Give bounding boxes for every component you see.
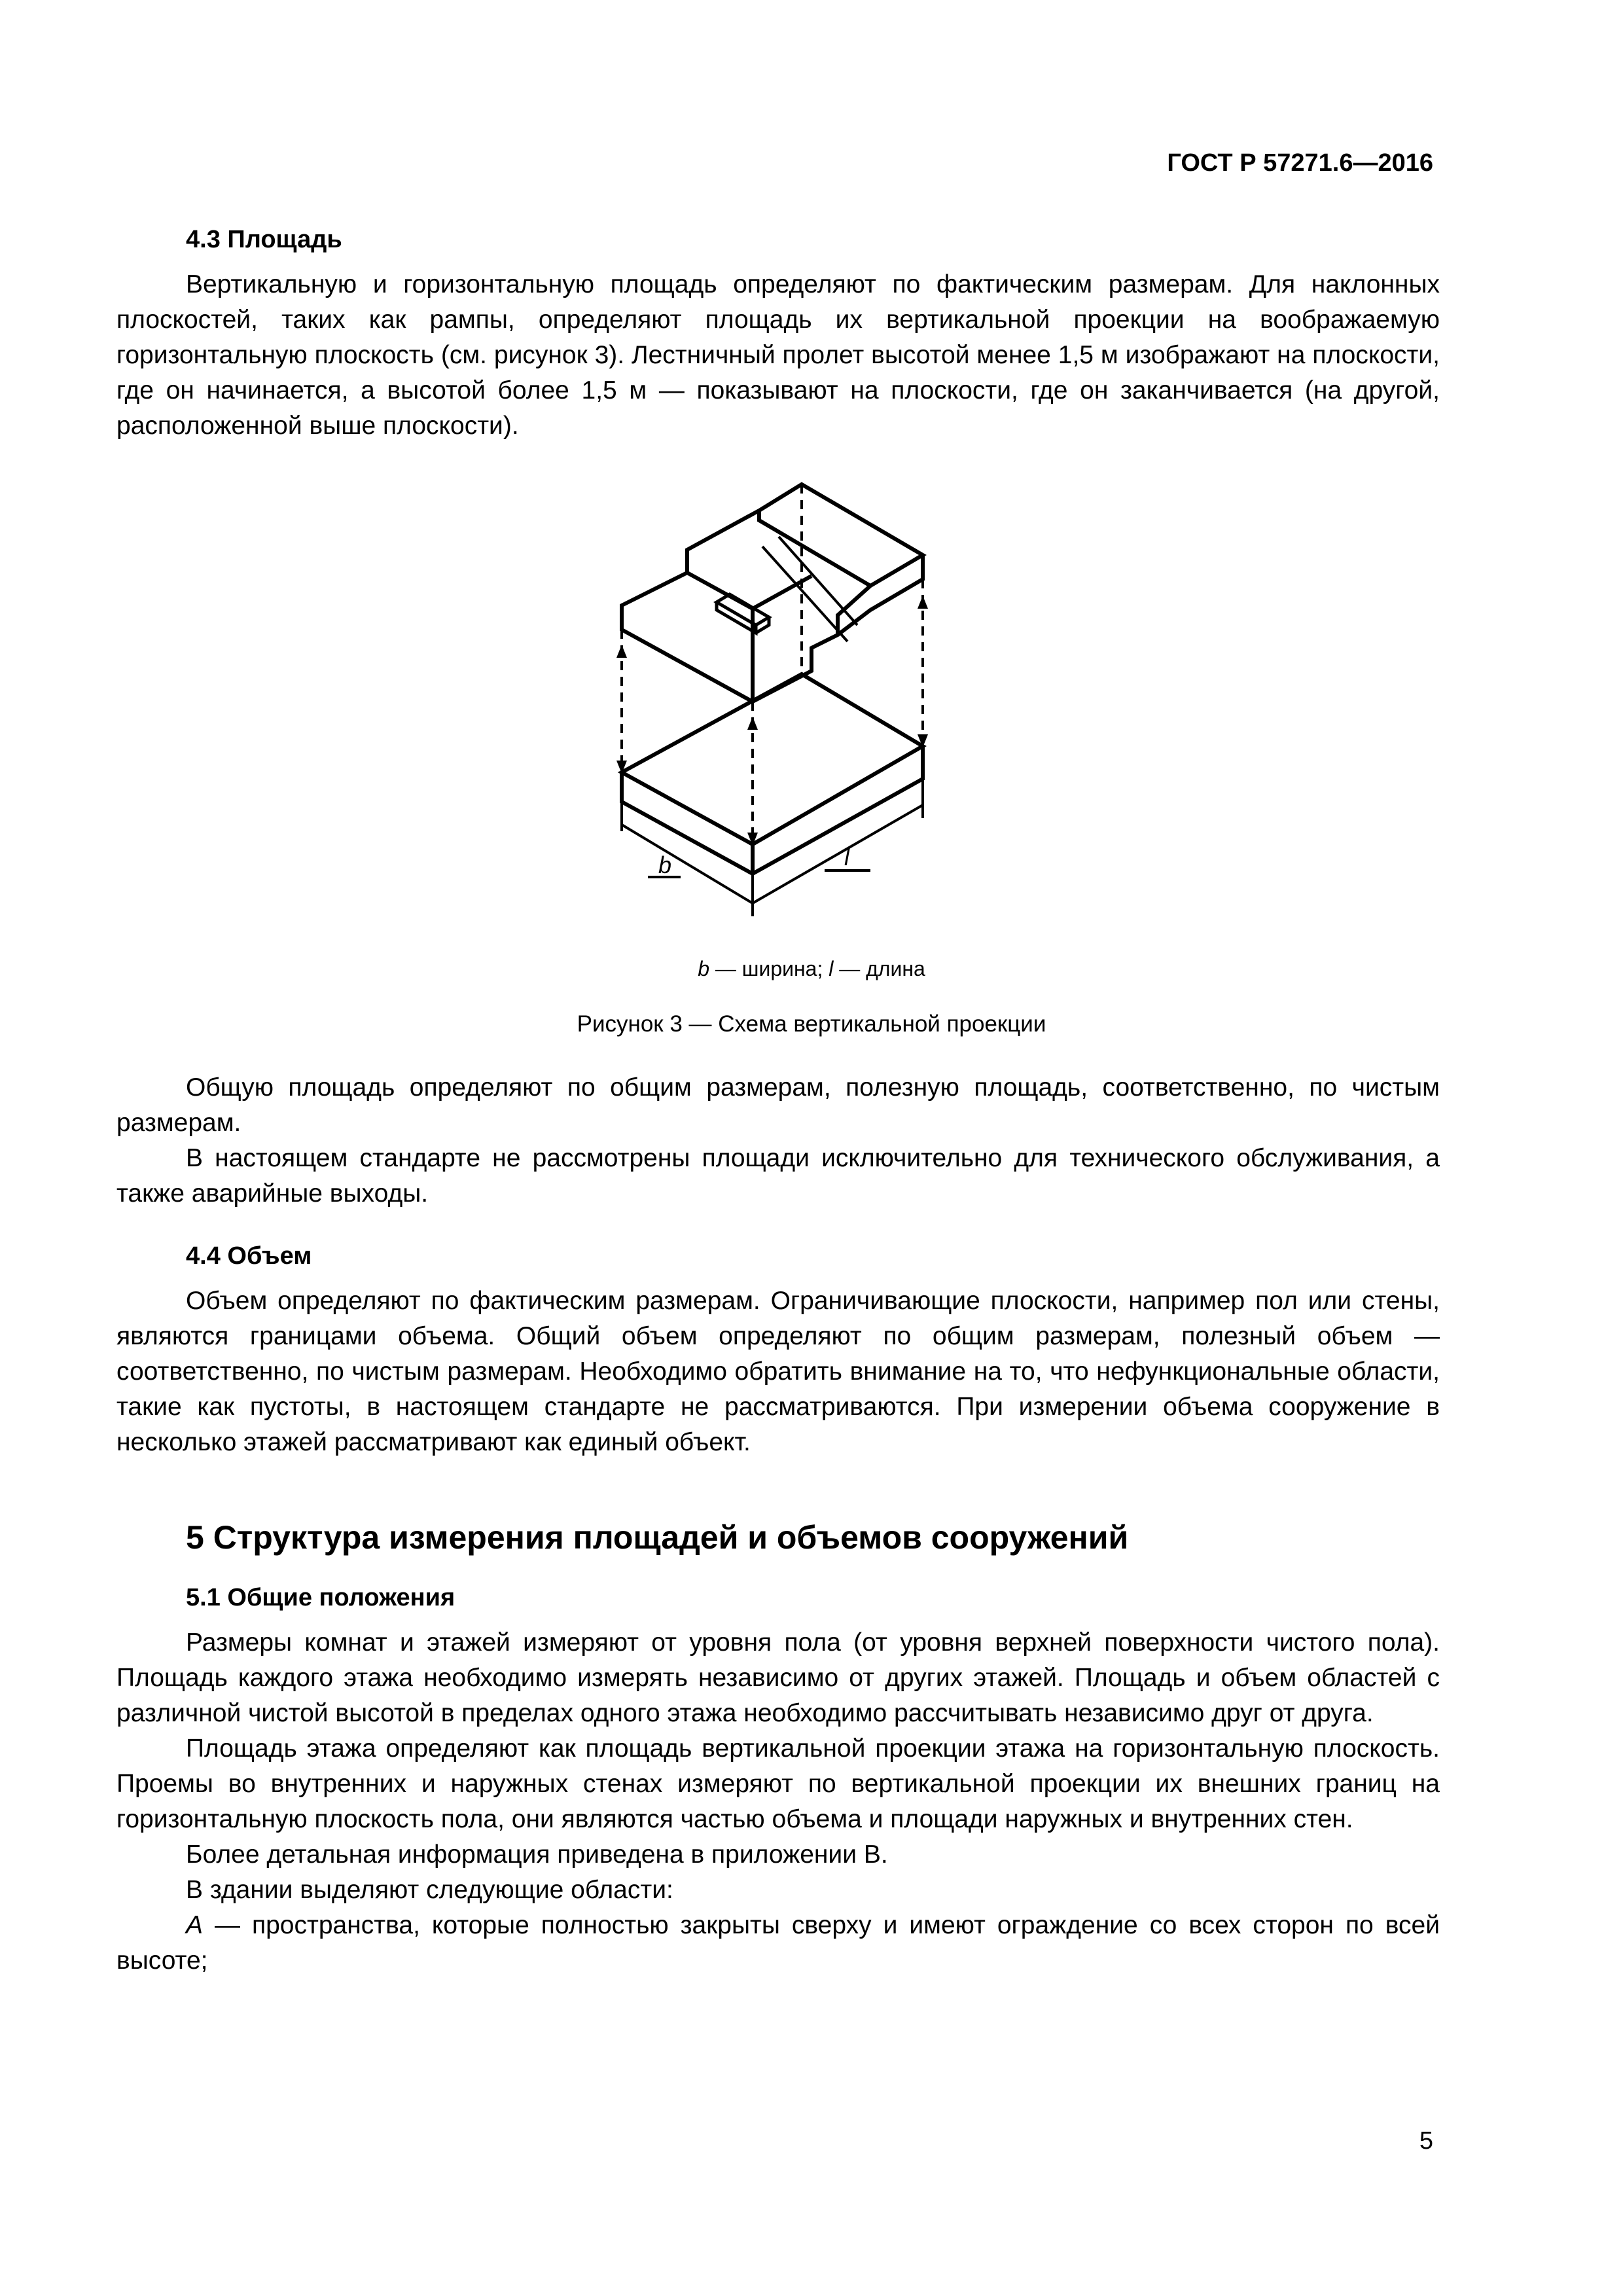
ramp-line xyxy=(779,537,857,625)
chapter-heading: 5 Структура измерения площадей и объемов сооружений xyxy=(186,1519,1129,1556)
small-block xyxy=(717,594,769,625)
paragraph xyxy=(116,1908,1440,1979)
paragraph: В здании выделяют следующие области: xyxy=(186,1876,673,1904)
after-figure-text xyxy=(116,1070,1440,1211)
paragraph: Размеры комнат и этажей измеряют от уровня пола (от уровня верхней поверхности чистого пола). Площадь каждого этажа необходимо измерять независимо от других этажей. Площадь и объем областей с различной чистой высотой в пределах одного этажа необходимо рассчитывать независимо друг от друга. xyxy=(116,1628,1440,1727)
paragraph: В настоящем стандарте не рассмотрены площади исключительно для технического обслуживания, а также аварийные выходы. xyxy=(116,1144,1440,1208)
paragraph: Общую площадь определяют по общим размерам, полезную площадь, соответственно, по чистым размерам. xyxy=(116,1073,1440,1137)
legend-b-symbol: b xyxy=(698,957,709,980)
page-number: 5 xyxy=(1419,2127,1433,2155)
projection-lines xyxy=(622,484,923,838)
legend-b-text: — ширина; xyxy=(709,957,829,980)
upper-slab-outline xyxy=(622,484,923,702)
document-id: ГОСТ Р 57271.6—2016 xyxy=(1167,149,1433,177)
paragraph: Площадь этажа определяют как площадь вертикальной проекции этажа на горизонтальную плоскость. Проемы во внутренних и наружных стенах измеряют по вертикальной проекции их внешних границ на горизонтальную плоскость пола, они являются частью объема и площади наружных и внутренних стен. xyxy=(116,1734,1440,1833)
lower-plane-top xyxy=(622,674,923,844)
figure-caption: Рисунок 3 — Схема вертикальной проекции xyxy=(577,1011,1046,1037)
dimension-label-l: l xyxy=(844,844,849,870)
legend-l-symbol: l xyxy=(829,957,834,980)
upper-slab-step-edge xyxy=(687,573,812,609)
section-heading: 5.1 Общие положения xyxy=(186,1584,455,1611)
section-heading: 4.3 Площадь xyxy=(186,226,342,253)
section-5-1 xyxy=(116,1584,1440,1979)
area-description: — пространства, которые полностью закрыты сверху и имеют ограждение со всех сторон по всей высоте; xyxy=(116,1911,1440,1975)
section-4-4 xyxy=(116,1242,1440,1460)
projection-figure xyxy=(596,458,962,929)
section-4-3 xyxy=(116,226,1440,444)
area-letter: A xyxy=(186,1911,204,1939)
paragraph: Более детальная информация приведена в приложении В. xyxy=(186,1840,888,1869)
section-5 xyxy=(116,1518,1440,1556)
dimension-label-b: b xyxy=(658,852,672,878)
legend-l-text: — длина xyxy=(833,957,925,980)
figure-legend xyxy=(0,957,1623,981)
dimension-lines xyxy=(622,779,923,916)
paragraph: Объем определяют по фактическим размерам. Ограничивающие плоскости, например пол или стены, являются границами объема. Общий объем определяют по общим размерам, полезный объем — соответственно, по чистым размерам. Необходимо обратить внимание на то, что нефункциональные области, такие как пустоты, в настоящем стандарте не рассматриваются. При измерении объема сооружение в несколько этажей рассматривают как единый объект. xyxy=(116,1287,1440,1456)
ramp-edge xyxy=(759,511,870,586)
section-heading: 4.4 Объем xyxy=(186,1242,312,1270)
paragraph: Вертикальную и горизонтальную площадь определяют по фактическим размерам. Для наклонных плоскостей, таких как рампы, определяют площадь их вертикальной проекции на воображаемую горизонтальную плоскость (см. рисунок 3). Лестничный пролет высотой менее 1,5 м изображают на плоскости, где он начинается, а высотой более 1,5 м — показывают на плоскости, где он заканчивается (на другой, расположенной выше плоскости). xyxy=(116,270,1440,440)
